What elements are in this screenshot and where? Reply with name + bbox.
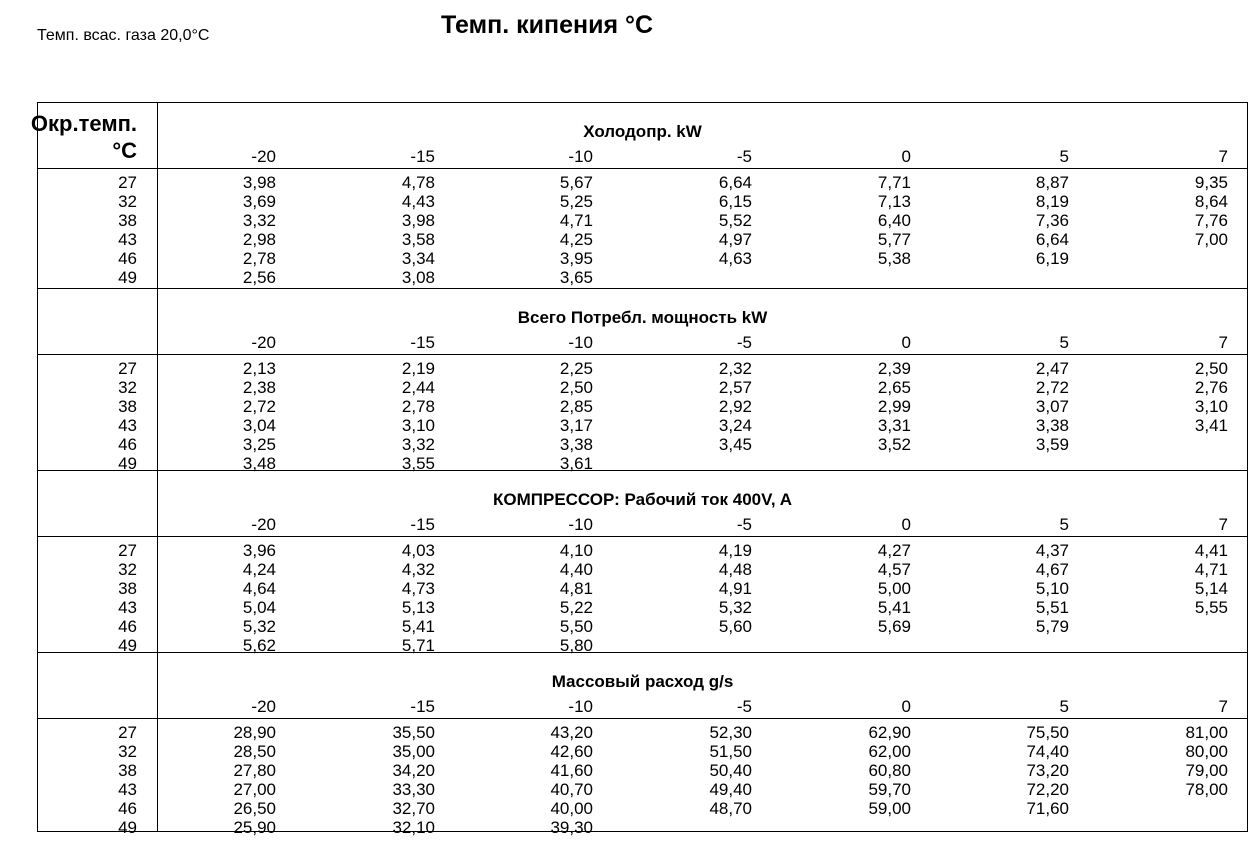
row-label: 46 bbox=[118, 617, 137, 636]
table-cell: 8,19 bbox=[1035, 192, 1069, 211]
table-cell: 73,20 bbox=[1026, 761, 1069, 780]
table-cell: 80,00 bbox=[1185, 742, 1228, 761]
header-separator bbox=[37, 536, 1248, 537]
table-cell: 5,69 bbox=[877, 617, 911, 636]
table-cell: 5,50 bbox=[559, 617, 593, 636]
column-header: -20 bbox=[251, 333, 276, 352]
row-label: 32 bbox=[118, 192, 137, 211]
table-cell: 7,36 bbox=[1035, 211, 1069, 230]
row-label: 27 bbox=[118, 541, 137, 560]
table-cell: 3,32 bbox=[242, 211, 276, 230]
row-label: 49 bbox=[118, 454, 137, 473]
row-label: 49 bbox=[118, 636, 137, 655]
table-cell: 5,14 bbox=[1194, 579, 1228, 598]
table-cell: 3,34 bbox=[401, 249, 435, 268]
row-label: 32 bbox=[118, 560, 137, 579]
table-cell: 5,04 bbox=[242, 598, 276, 617]
table-left-border bbox=[37, 102, 38, 831]
table-cell: 5,41 bbox=[401, 617, 435, 636]
ambient-temp-label-line1: Окр.темп. bbox=[30, 111, 137, 136]
row-label: 46 bbox=[118, 249, 137, 268]
table-cell: 3,45 bbox=[718, 435, 752, 454]
table-cell: 3,48 bbox=[242, 454, 276, 473]
table-block bbox=[0, 470, 1259, 656]
table-cell: 34,20 bbox=[392, 761, 435, 780]
table-block bbox=[0, 288, 1259, 474]
table-cell: 3,98 bbox=[401, 211, 435, 230]
table-cell: 5,32 bbox=[242, 617, 276, 636]
table-cell: 26,50 bbox=[233, 799, 276, 818]
table-cell: 3,10 bbox=[1194, 397, 1228, 416]
table-cell: 3,31 bbox=[877, 416, 911, 435]
table-cell: 4,48 bbox=[718, 560, 752, 579]
row-label-divider bbox=[157, 102, 158, 831]
table-cell: 75,50 bbox=[1026, 723, 1069, 742]
table-cell: 27,00 bbox=[233, 780, 276, 799]
table-block bbox=[0, 652, 1259, 838]
table-cell: 4,57 bbox=[877, 560, 911, 579]
table-cell: 3,25 bbox=[242, 435, 276, 454]
table-cell: 5,25 bbox=[559, 192, 593, 211]
table-cell: 2,98 bbox=[242, 230, 276, 249]
column-header: -15 bbox=[410, 333, 435, 352]
table-cell: 43,20 bbox=[550, 723, 593, 742]
table-cell: 5,10 bbox=[1035, 579, 1069, 598]
column-header: 0 bbox=[901, 147, 911, 166]
table-cell: 48,70 bbox=[709, 799, 752, 818]
row-label: 38 bbox=[118, 579, 137, 598]
table-cell: 52,30 bbox=[709, 723, 752, 742]
table-cell: 51,50 bbox=[709, 742, 752, 761]
table-title: Массовый расход g/s bbox=[551, 672, 734, 691]
table-cell: 2,57 bbox=[718, 378, 752, 397]
table-cell: 5,67 bbox=[559, 173, 593, 192]
row-label: 43 bbox=[118, 598, 137, 617]
table-block bbox=[0, 102, 1259, 288]
table-cell: 49,40 bbox=[709, 780, 752, 799]
table-cell: 7,71 bbox=[877, 173, 911, 192]
table-cell: 2,92 bbox=[718, 397, 752, 416]
table-cell: 3,59 bbox=[1035, 435, 1069, 454]
column-header: -15 bbox=[410, 697, 435, 716]
table-cell: 8,87 bbox=[1035, 173, 1069, 192]
row-label: 49 bbox=[118, 818, 137, 837]
row-label: 46 bbox=[118, 799, 137, 818]
row-label: 49 bbox=[118, 268, 137, 287]
table-cell: 5,60 bbox=[718, 617, 752, 636]
page-title: Темп. кипения °C bbox=[441, 11, 654, 39]
table-cell: 3,98 bbox=[242, 173, 276, 192]
table-cell: 62,90 bbox=[868, 723, 911, 742]
table-cell: 4,40 bbox=[559, 560, 593, 579]
table-block-top-border bbox=[37, 652, 1248, 653]
column-header: 5 bbox=[1059, 697, 1069, 716]
table-cell: 7,76 bbox=[1194, 211, 1228, 230]
table-cell: 5,00 bbox=[877, 579, 911, 598]
row-label: 27 bbox=[118, 723, 137, 742]
column-header: -10 bbox=[568, 333, 593, 352]
row-label: 38 bbox=[118, 211, 137, 230]
table-cell: 27,80 bbox=[233, 761, 276, 780]
column-header: -20 bbox=[251, 147, 276, 166]
table-cell: 35,00 bbox=[392, 742, 435, 761]
table-cell: 71,60 bbox=[1026, 799, 1069, 818]
table-cell: 74,40 bbox=[1026, 742, 1069, 761]
table-cell: 50,40 bbox=[709, 761, 752, 780]
row-label: 27 bbox=[118, 173, 137, 192]
table-cell: 4,64 bbox=[242, 579, 276, 598]
table-title: КОМПРЕССОР: Рабочий ток 400V, A bbox=[493, 490, 792, 509]
table-cell: 2,72 bbox=[1035, 378, 1069, 397]
table-cell: 4,32 bbox=[401, 560, 435, 579]
table-cell: 60,80 bbox=[868, 761, 911, 780]
table-cell: 9,35 bbox=[1194, 173, 1228, 192]
column-header: -5 bbox=[736, 147, 752, 166]
table-cell: 28,50 bbox=[233, 742, 276, 761]
column-header: -15 bbox=[410, 515, 435, 534]
table-cell: 3,04 bbox=[242, 416, 276, 435]
table-cell: 2,25 bbox=[559, 359, 593, 378]
table-cell: 2,39 bbox=[877, 359, 911, 378]
table-cell: 39,30 bbox=[550, 818, 593, 837]
table-title: Холодопр. kW bbox=[583, 122, 702, 141]
table-cell: 8,64 bbox=[1194, 192, 1228, 211]
table-cell: 79,00 bbox=[1185, 761, 1228, 780]
column-header: 7 bbox=[1218, 697, 1228, 716]
table-cell: 32,10 bbox=[392, 818, 435, 837]
table-cell: 3,65 bbox=[559, 268, 593, 287]
table-cell: 2,78 bbox=[242, 249, 276, 268]
table-cell: 2,72 bbox=[242, 397, 276, 416]
table-cell: 4,10 bbox=[559, 541, 593, 560]
table-block-top-border bbox=[37, 288, 1248, 289]
table-cell: 5,62 bbox=[242, 636, 276, 655]
table-cell: 4,27 bbox=[877, 541, 911, 560]
table-cell: 6,64 bbox=[718, 173, 752, 192]
table-cell: 4,03 bbox=[401, 541, 435, 560]
table-cell: 3,41 bbox=[1194, 416, 1228, 435]
column-header: -20 bbox=[251, 515, 276, 534]
table-cell: 4,41 bbox=[1194, 541, 1228, 560]
table-cell: 40,00 bbox=[550, 799, 593, 818]
table-cell: 3,38 bbox=[1035, 416, 1069, 435]
table-cell: 4,71 bbox=[1194, 560, 1228, 579]
column-header: -5 bbox=[736, 333, 752, 352]
table-cell: 4,43 bbox=[401, 192, 435, 211]
table-cell: 3,08 bbox=[401, 268, 435, 287]
table-cell: 2,19 bbox=[401, 359, 435, 378]
table-cell: 5,22 bbox=[559, 598, 593, 617]
ambient-temp-label-line2: °C bbox=[112, 138, 137, 163]
table-cell: 35,50 bbox=[392, 723, 435, 742]
table-cell: 4,73 bbox=[401, 579, 435, 598]
table-cell: 3,61 bbox=[559, 454, 593, 473]
header-separator bbox=[37, 168, 1248, 169]
row-label: 43 bbox=[118, 780, 137, 799]
table-cell: 3,96 bbox=[242, 541, 276, 560]
column-header: 5 bbox=[1059, 333, 1069, 352]
table-cell: 5,77 bbox=[877, 230, 911, 249]
table-cell: 5,38 bbox=[877, 249, 911, 268]
table-cell: 4,24 bbox=[242, 560, 276, 579]
table-cell: 3,52 bbox=[877, 435, 911, 454]
table-cell: 3,07 bbox=[1035, 397, 1069, 416]
table-cell: 4,63 bbox=[718, 249, 752, 268]
column-header: -15 bbox=[410, 147, 435, 166]
table-right-border bbox=[1247, 102, 1248, 831]
table-cell: 4,78 bbox=[401, 173, 435, 192]
header-separator bbox=[37, 718, 1248, 719]
table-cell: 4,25 bbox=[559, 230, 593, 249]
table-cell: 25,90 bbox=[233, 818, 276, 837]
table-cell: 33,30 bbox=[392, 780, 435, 799]
table-cell: 62,00 bbox=[868, 742, 911, 761]
table-cell: 2,85 bbox=[559, 397, 593, 416]
column-header: -10 bbox=[568, 515, 593, 534]
table-cell: 28,90 bbox=[233, 723, 276, 742]
table-title: Всего Потребл. мощность kW bbox=[517, 308, 768, 327]
table-cell: 2,32 bbox=[718, 359, 752, 378]
column-header: 0 bbox=[901, 515, 911, 534]
table-cell: 3,24 bbox=[718, 416, 752, 435]
table-cell: 2,65 bbox=[877, 378, 911, 397]
table-cell: 2,56 bbox=[242, 268, 276, 287]
table-cell: 5,71 bbox=[401, 636, 435, 655]
table-cell: 4,81 bbox=[559, 579, 593, 598]
row-label: 43 bbox=[118, 416, 137, 435]
row-label: 27 bbox=[118, 359, 137, 378]
table-cell: 5,80 bbox=[559, 636, 593, 655]
table-cell: 42,60 bbox=[550, 742, 593, 761]
table-cell: 5,13 bbox=[401, 598, 435, 617]
row-label: 32 bbox=[118, 742, 137, 761]
column-header: -10 bbox=[568, 697, 593, 716]
table-cell: 5,51 bbox=[1035, 598, 1069, 617]
table-cell: 3,10 bbox=[401, 416, 435, 435]
table-cell: 7,13 bbox=[877, 192, 911, 211]
table-cell: 2,50 bbox=[559, 378, 593, 397]
table-cell: 3,17 bbox=[559, 416, 593, 435]
table-cell: 78,00 bbox=[1185, 780, 1228, 799]
table-cell: 2,13 bbox=[242, 359, 276, 378]
row-label: 38 bbox=[118, 761, 137, 780]
table-cell: 6,40 bbox=[877, 211, 911, 230]
table-block-top-border bbox=[37, 102, 1248, 103]
column-header: 7 bbox=[1218, 147, 1228, 166]
table-cell: 2,50 bbox=[1194, 359, 1228, 378]
table-cell: 81,00 bbox=[1185, 723, 1228, 742]
table-cell: 59,70 bbox=[868, 780, 911, 799]
header-separator bbox=[37, 354, 1248, 355]
table-cell: 5,79 bbox=[1035, 617, 1069, 636]
table-cell: 6,64 bbox=[1035, 230, 1069, 249]
table-cell: 6,19 bbox=[1035, 249, 1069, 268]
column-header: 7 bbox=[1218, 333, 1228, 352]
table-cell: 4,67 bbox=[1035, 560, 1069, 579]
table-cell: 5,55 bbox=[1194, 598, 1228, 617]
column-header: -10 bbox=[568, 147, 593, 166]
table-cell: 2,78 bbox=[401, 397, 435, 416]
row-label: 46 bbox=[118, 435, 137, 454]
table-cell: 2,47 bbox=[1035, 359, 1069, 378]
row-label: 38 bbox=[118, 397, 137, 416]
table-cell: 2,99 bbox=[877, 397, 911, 416]
table-cell: 3,32 bbox=[401, 435, 435, 454]
table-cell: 4,97 bbox=[718, 230, 752, 249]
column-header: 5 bbox=[1059, 515, 1069, 534]
table-block-top-border bbox=[37, 470, 1248, 471]
column-header: 0 bbox=[901, 333, 911, 352]
column-header: 7 bbox=[1218, 515, 1228, 534]
table-cell: 40,70 bbox=[550, 780, 593, 799]
table-cell: 41,60 bbox=[550, 761, 593, 780]
column-header: -5 bbox=[736, 697, 752, 716]
table-cell: 5,52 bbox=[718, 211, 752, 230]
row-label: 32 bbox=[118, 378, 137, 397]
table-cell: 6,15 bbox=[718, 192, 752, 211]
column-header: 0 bbox=[901, 697, 911, 716]
table-cell: 72,20 bbox=[1026, 780, 1069, 799]
column-header: -5 bbox=[736, 515, 752, 534]
table-cell: 2,38 bbox=[242, 378, 276, 397]
table-cell: 3,38 bbox=[559, 435, 593, 454]
column-header: -20 bbox=[251, 697, 276, 716]
table-cell: 3,69 bbox=[242, 192, 276, 211]
column-header: 5 bbox=[1059, 147, 1069, 166]
table-cell: 4,19 bbox=[718, 541, 752, 560]
table-cell: 5,41 bbox=[877, 598, 911, 617]
table-cell: 32,70 bbox=[392, 799, 435, 818]
table-cell: 3,55 bbox=[401, 454, 435, 473]
table-cell: 59,00 bbox=[868, 799, 911, 818]
row-label: 43 bbox=[118, 230, 137, 249]
table-cell: 7,00 bbox=[1194, 230, 1228, 249]
table-cell: 4,91 bbox=[718, 579, 752, 598]
table-cell: 2,76 bbox=[1194, 378, 1228, 397]
suction-gas-temp: Темп. всас. газа 20,0°C bbox=[37, 27, 210, 44]
table-cell: 3,58 bbox=[401, 230, 435, 249]
table-bottom-border bbox=[37, 831, 1248, 832]
table-cell: 2,44 bbox=[401, 378, 435, 397]
table-cell: 4,37 bbox=[1035, 541, 1069, 560]
table-cell: 5,32 bbox=[718, 598, 752, 617]
table-cell: 3,95 bbox=[559, 249, 593, 268]
table-cell: 4,71 bbox=[559, 211, 593, 230]
